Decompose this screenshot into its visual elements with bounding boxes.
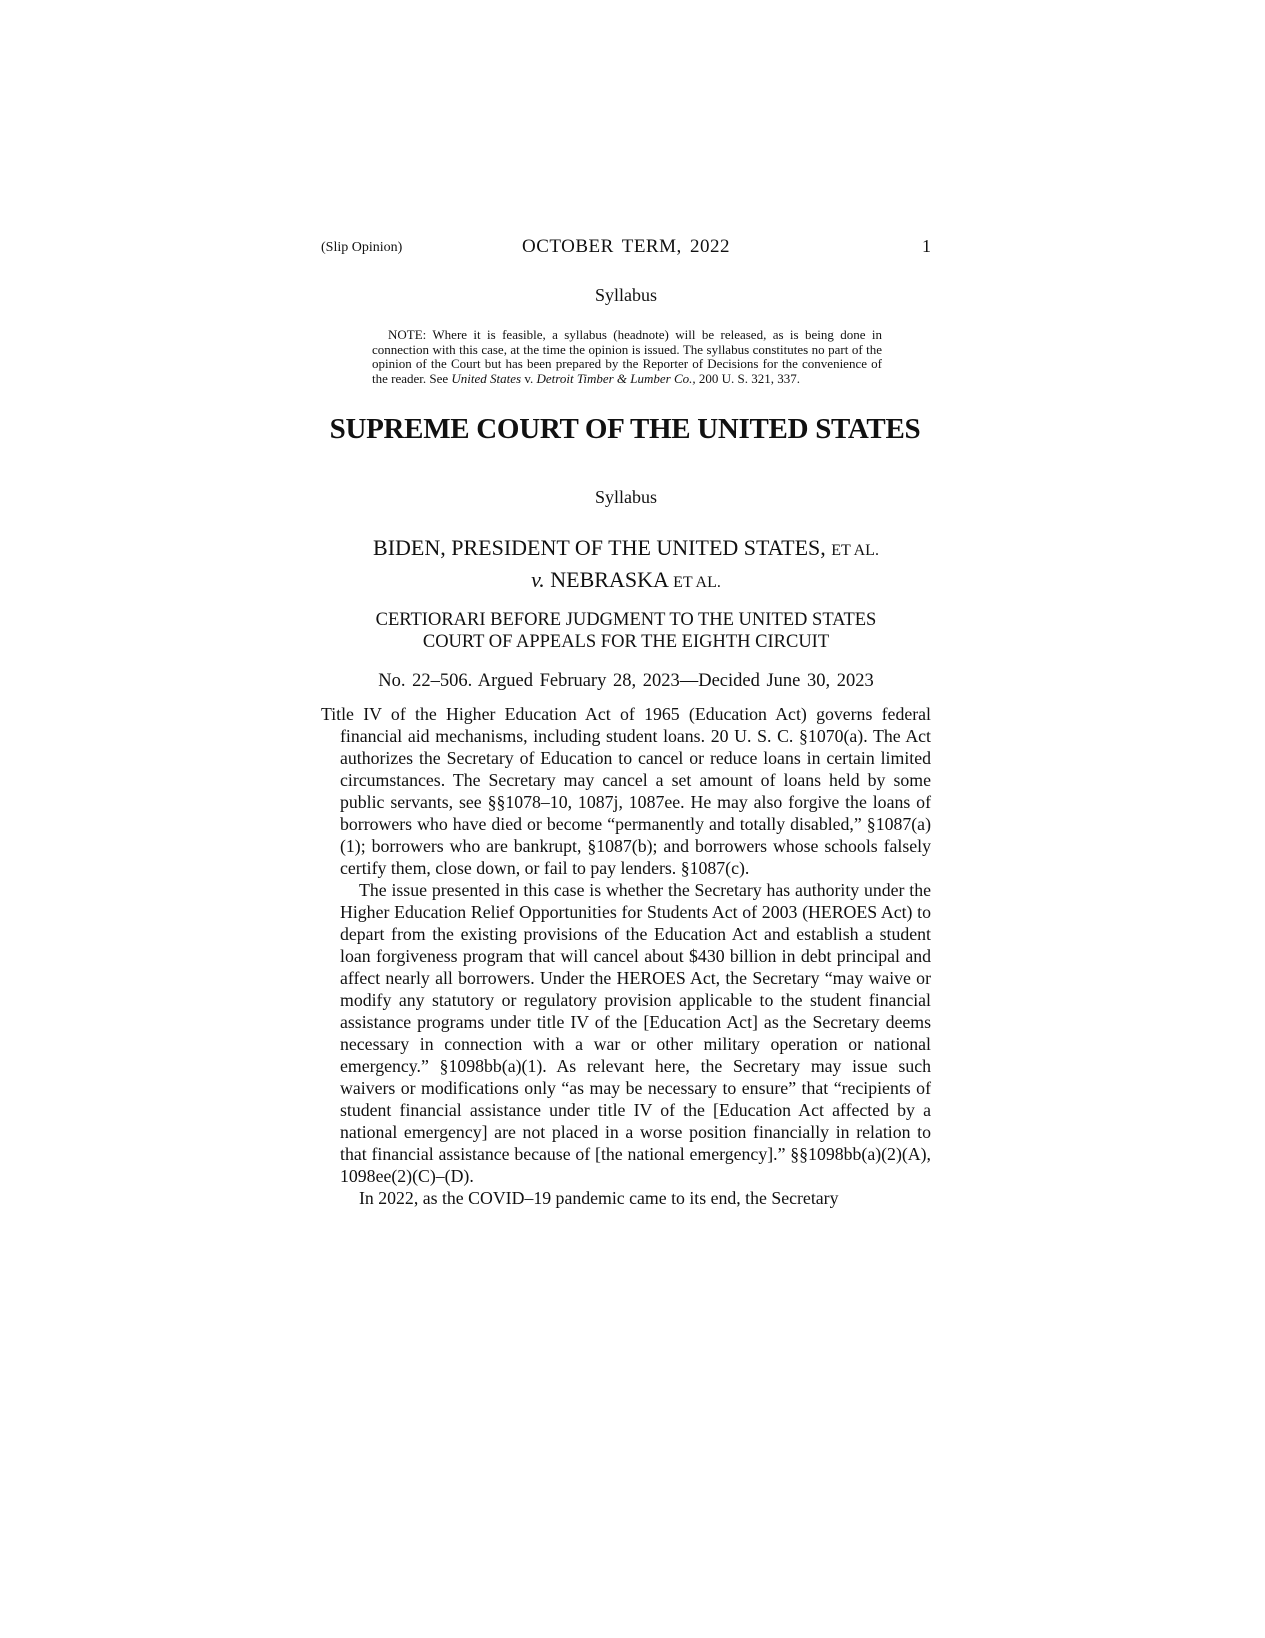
syllabus-heading: Syllabus: [594, 487, 657, 507]
reporter-note: [372, 328, 882, 386]
certiorari-line-2: COURT OF APPEALS FOR THE EIGHTH CIRCUIT: [422, 632, 830, 652]
certiorari-heading: [301, 609, 951, 653]
paragraph-2: The issue presented in this case is whether the Secretary has authority under the Higher Education Relief Opportunities for Students Act of 2003 (HEROES Act) to depart from the existing provisions of the Education Act and establish a student loan forgiveness program that will cancel about $430 billion in debt principal and affect nearly all borrowers. Under the HEROES Act, the Secretary “may waive or modify any statutory or regulatory provision applicable to the student financial assistance programs under title IV of the [Education Act] as the Secretary deems necessary in connection with a war or other military operation or national emergency.” §1098bb(a)(1). As relevant here, the Secretary may issue such waivers or modifications only “as may be necessary to ensure” that “recipients of student financial assistance under title IV of the [Education Act affected by a national emergency] are not placed in a worse position financially in relation to that financial assistance because of [the national emergency].” §§1098bb(a)(2)(A), 1098ee(2)(C)–(D).: [340, 880, 931, 1186]
note-text: NOTE: Where it is feasible, a syllabus (headnote) will be released, as is being done in connection with this case, at the time the opinion is issued. The syllabus constitutes no part of the opinion of the Court but has been prepared by the Reporter of Decisions for the convenience of the reader. See: [372, 327, 882, 386]
case-caption: [301, 533, 951, 597]
note-case-name-1: United States: [451, 370, 522, 386]
note-versus: v.: [521, 370, 537, 386]
caption-petitioner-line: [301, 533, 951, 565]
syllabus-heading-top: Syllabus: [594, 285, 657, 305]
caption-respondent-line: [301, 565, 951, 597]
running-head: [321, 236, 931, 260]
certiorari-line-1: CERTIORARI BEFORE JUDGMENT TO THE UNITED STATES: [375, 610, 877, 630]
petitioner-name: BIDEN, PRESIDENT OF THE UNITED STATES,: [373, 535, 832, 560]
note-case-name-2: Detroit Timber & Lumber Co.,: [536, 370, 696, 386]
page-number: 1: [922, 236, 931, 256]
respondent-name: NEBRASKA: [544, 567, 674, 592]
paragraph-3: In 2022, as the COVID–19 pandemic came to its end, the Secretary: [359, 1188, 839, 1208]
term-label: OCTOBER TERM, 2022: [521, 236, 730, 257]
respondent-etal: ET AL.: [673, 574, 721, 591]
slip-opinion-label: (Slip Opinion): [321, 240, 403, 255]
versus-label: v.: [531, 567, 545, 592]
paragraph-1: Title IV of the Higher Education Act of 1965 (Education Act) governs federal financial aid mechanisms, including student loans. 20 U. S. C. §1070(a). The Act authorizes the Secretary of Education to cancel or reduce loans in certain limited circumstances. The Secretary may cancel a set amount of loans held by some public servants, see §§1078–10, 1087j, 1087ee. He may also forgive the loans of borrowers who have died or become “permanently and totally disabled,” §1087(a)(1); borrowers who are bankrupt, §1087(b); and borrowers whose schools falsely certify them, close down, or fail to pay lenders. §1087(c).: [321, 704, 931, 878]
court-title: SUPREME COURT OF THE UNITED STATES: [329, 413, 921, 445]
syllabus-body: [321, 703, 931, 1209]
petitioner-etal: ET AL.: [831, 542, 879, 559]
note-citation: 200 U. S. 321, 337.: [695, 370, 801, 386]
docket-line: No. 22–506. Argued February 28, 2023—Decided June 30, 2023: [378, 671, 874, 691]
